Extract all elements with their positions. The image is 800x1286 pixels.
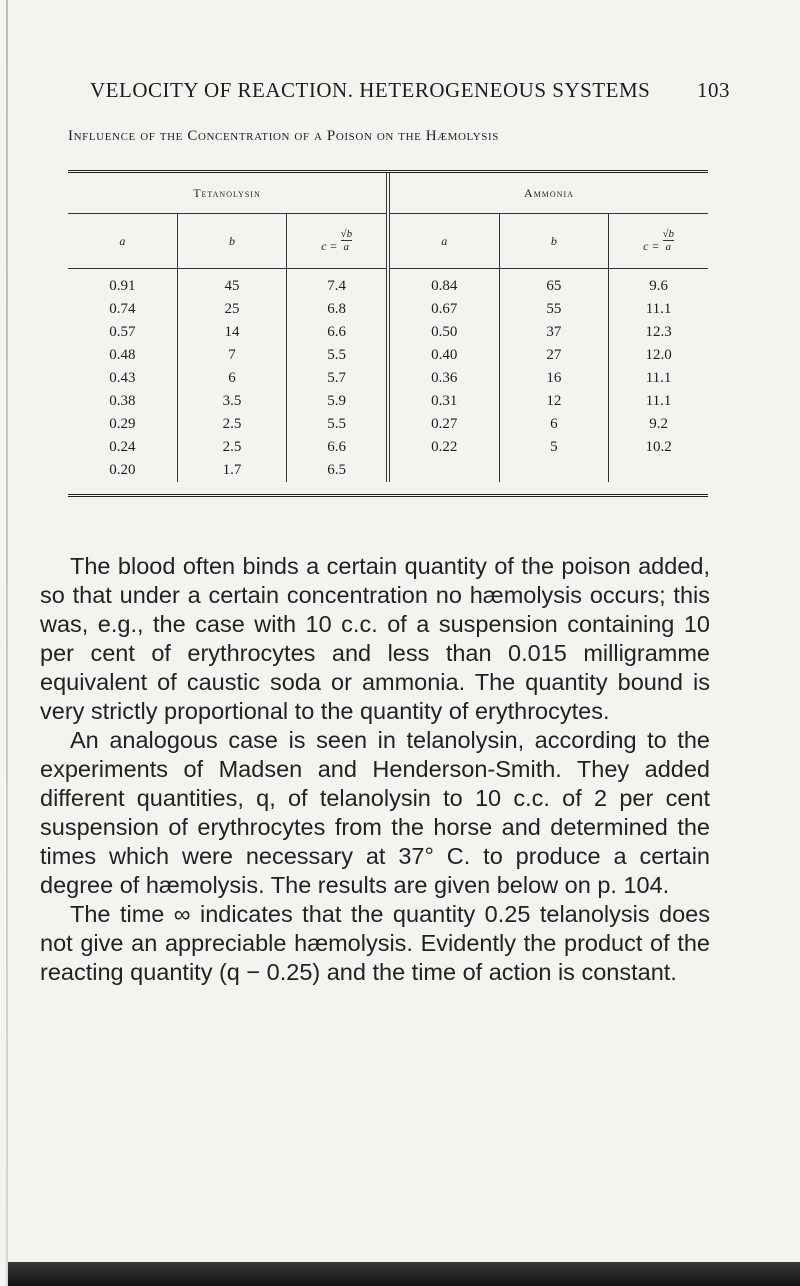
group-header-ammonia: Ammonia <box>388 173 708 214</box>
ammonia-b-cell: 65 <box>499 269 609 299</box>
tetanolysin-b-cell: 3.5 <box>177 390 287 413</box>
ammonia-c-cell <box>609 459 708 482</box>
tetanolysin-c-cell: 5.5 <box>287 344 388 367</box>
ammonia-b-cell: 6 <box>499 413 609 436</box>
tetanolysin-c-cell: 6.6 <box>287 436 388 459</box>
tetanolysin-b-cell: 2.5 <box>177 413 287 436</box>
tetanolysin-c-cell: 6.5 <box>287 459 388 482</box>
ammonia-c-cell: 10.2 <box>609 436 708 459</box>
col-header-c <box>609 214 708 269</box>
tetanolysin-b-cell: 1.7 <box>177 459 287 482</box>
ammonia-a-cell <box>388 459 499 482</box>
table-row <box>68 459 708 482</box>
tetanolysin-a-cell: 0.48 <box>109 347 136 363</box>
c-numerator: √b <box>662 228 675 240</box>
scan-bottom-edge <box>8 1262 800 1286</box>
table-row <box>68 344 708 367</box>
running-header <box>90 78 730 103</box>
ammonia-a-cell: 0.40 <box>388 344 499 367</box>
ammonia-c-cell: 11.1 <box>609 298 708 321</box>
ammonia-a-cell: 0.67 <box>388 298 499 321</box>
ammonia-b-cell: 16 <box>499 367 609 390</box>
ammonia-b-cell: 55 <box>499 298 609 321</box>
tetanolysin-c-cell: 5.5 <box>287 413 388 436</box>
page-edge-rule <box>6 0 8 1286</box>
tetanolysin-b-cell: 25 <box>177 298 287 321</box>
table-row <box>68 413 708 436</box>
tetanolysin-b-cell: 14 <box>177 321 287 344</box>
paragraph: The time ∞ indicates that the quantity 0.25 telanolysis does not give an appreciable hæmolysis. Evidently the product of the reacting quantity (q − 0.25) and the time of action is constant. <box>40 901 710 985</box>
ammonia-c-cell: 11.1 <box>609 367 708 390</box>
ammonia-a-cell: 0.84 <box>388 269 499 299</box>
tetanolysin-a-cell: 0.91 <box>109 278 136 294</box>
ammonia-c-cell: 9.2 <box>609 413 708 436</box>
ammonia-a-cell: 0.22 <box>388 436 499 459</box>
paragraph: The blood often binds a certain quantity of the poison added, so that under a certain concentration no hæmolysis occurs; this was, e.g., the case with 10 c.c. of a suspension containing 10 per cent of erythrocytes and less than 0.015 milligramme equivalent of caustic soda or ammonia. The quantity bound is very strictly proportional to the quantity of erythrocytes. <box>40 553 710 724</box>
table-row <box>68 390 708 413</box>
tetanolysin-b-cell: 45 <box>177 269 287 299</box>
ammonia-c-cell: 11.1 <box>609 390 708 413</box>
tetanolysin-c-cell: 5.7 <box>287 367 388 390</box>
tetanolysin-c-cell: 7.4 <box>287 269 388 299</box>
tetanolysin-b-cell: 6 <box>177 367 287 390</box>
table-row <box>68 367 708 390</box>
table-row <box>68 436 708 459</box>
ammonia-b-cell: 37 <box>499 321 609 344</box>
col-header-a: a <box>388 214 499 269</box>
c-denominator: a <box>665 241 672 253</box>
data-table <box>68 170 708 497</box>
ammonia-c-cell: 12.0 <box>609 344 708 367</box>
tetanolysin-a-cell: 0.20 <box>109 462 136 478</box>
table-row <box>68 321 708 344</box>
ammonia-b-cell: 12 <box>499 390 609 413</box>
c-fraction <box>341 228 353 253</box>
running-title: VELOCITY OF REACTION. HETEROGENEOUS SYSTEMS <box>90 78 651 102</box>
page-number: 103 <box>697 78 730 102</box>
col-header-c <box>287 214 388 269</box>
ammonia-c-cell: 12.3 <box>609 321 708 344</box>
ammonia-b-cell: 27 <box>499 344 609 367</box>
ammonia-a-cell: 0.27 <box>388 413 499 436</box>
ammonia-b-cell <box>499 459 609 482</box>
tetanolysin-c-cell: 5.9 <box>287 390 388 413</box>
tetanolysin-b-cell: 2.5 <box>177 436 287 459</box>
tetanolysin-a-cell: 0.24 <box>109 439 136 455</box>
ammonia-c-cell: 9.6 <box>609 269 708 299</box>
table-bottom-rule <box>68 482 708 497</box>
col-header-b: b <box>499 214 609 269</box>
tetanolysin-c-cell: 6.8 <box>287 298 388 321</box>
ammonia-a-cell: 0.50 <box>388 321 499 344</box>
body-text <box>40 552 710 987</box>
tetanolysin-a-cell: 0.29 <box>109 416 136 432</box>
c-label: c = <box>321 239 338 253</box>
col-header-a: a <box>68 214 177 269</box>
tetanolysin-a-cell: 0.43 <box>109 370 136 386</box>
ammonia-a-cell: 0.31 <box>388 390 499 413</box>
tetanolysin-a-cell: 0.38 <box>109 393 136 409</box>
tetanolysin-b-cell: 7 <box>177 344 287 367</box>
c-fraction <box>663 228 675 253</box>
table-body <box>68 269 708 483</box>
tetanolysin-a-cell: 0.74 <box>109 301 136 317</box>
paragraph: An analogous case is seen in telanolysin, according to the experiments of Madsen and Henderson-Smith. They added different quantities, q, of telanolysin to 10 c.c. of 2 per cent suspension of erythrocytes from the horse and determined the times which were necessary at 37° C. to produce a certain degree of hæmolysis. The results are given below on p. 104. <box>40 727 710 898</box>
table-row <box>68 269 708 299</box>
table-row <box>68 298 708 321</box>
table-title: Influence of the Concentration of a Poison on the Hæmolysis <box>68 128 500 144</box>
group-header-tetanolysin: Tetanolysin <box>193 185 261 200</box>
tetanolysin-c-cell: 6.6 <box>287 321 388 344</box>
c-denominator: a <box>343 241 350 253</box>
tetanolysin-a-cell: 0.57 <box>109 324 136 340</box>
col-header-b: b <box>177 214 287 269</box>
ammonia-a-cell: 0.36 <box>388 367 499 390</box>
ammonia-b-cell: 5 <box>499 436 609 459</box>
c-label: c = <box>643 239 660 253</box>
c-numerator: √b <box>340 228 353 240</box>
